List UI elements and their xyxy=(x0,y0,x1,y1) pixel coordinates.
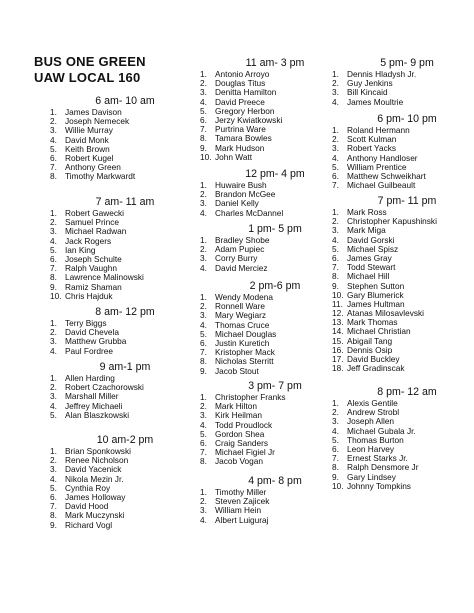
entry-number: 9. xyxy=(332,280,339,291)
shift-section xyxy=(50,95,200,182)
entry-number: 1. xyxy=(332,207,339,217)
entry-name: Thomas Cruce xyxy=(215,319,270,330)
roster-entry xyxy=(332,181,474,190)
entry-number: 2. xyxy=(50,327,57,338)
shift-header: 8 pm- 12 am xyxy=(377,386,437,398)
entry-number: 1. xyxy=(200,69,207,79)
entry-number: 10. xyxy=(200,151,212,162)
entry-number: 9. xyxy=(50,281,57,292)
entry-number: 2. xyxy=(50,116,57,127)
entry-number: 2. xyxy=(200,496,207,507)
entry-name: Joseph Schulte xyxy=(65,253,122,264)
entry-name: Mark Thomas xyxy=(347,317,398,328)
entry-name: Todd Proudlock xyxy=(215,419,273,430)
entry-name: William Prentice xyxy=(347,161,407,172)
entry-number: 2. xyxy=(332,407,339,418)
entry-name: Nicholas Sterritt xyxy=(215,356,274,367)
entry-name: Ronnell Ware xyxy=(215,301,265,312)
entry-number: 2. xyxy=(200,401,207,412)
entry-number: 4. xyxy=(50,235,57,246)
shift-section xyxy=(332,195,474,373)
shift-section xyxy=(50,306,200,356)
entry-name: Robert Czachorowski xyxy=(65,382,144,393)
entry-name: Christopher Franks xyxy=(215,392,286,402)
entry-number: 9. xyxy=(200,365,207,376)
entry-name: Andrew Strobl xyxy=(347,407,400,418)
entry-number: 5. xyxy=(200,328,207,339)
entry-name: Johnny Tompkins xyxy=(347,480,411,491)
entry-name: Atanas Milosavlevski xyxy=(347,308,425,319)
entry-name: Willie Murray xyxy=(65,125,113,136)
roster-entry xyxy=(200,264,350,273)
roster-entry xyxy=(200,209,350,218)
entry-name: Samuel Prince xyxy=(65,217,119,228)
entry-number: 6. xyxy=(200,114,207,125)
entry-name: Timothy Markwardt xyxy=(65,171,136,182)
entry-number: 5. xyxy=(50,143,57,154)
entry-name: Anthony Handloser xyxy=(347,152,418,163)
entry-number: 7. xyxy=(332,453,339,464)
entry-number: 6. xyxy=(50,253,57,264)
entry-name: Jeff Gradinscak xyxy=(347,363,405,374)
entry-name: Ian King xyxy=(65,244,96,255)
shift-header: 10 am-2 pm xyxy=(96,434,154,446)
roster-entry xyxy=(200,153,350,162)
entry-name: Bill Kincaid xyxy=(347,87,388,98)
entry-number: 7. xyxy=(200,347,207,358)
entry-name: John Watt xyxy=(215,151,253,162)
entry-number: 3. xyxy=(50,125,57,136)
entry-number: 7. xyxy=(200,124,207,135)
entry-number: 4. xyxy=(332,234,339,245)
entry-name: Chris Hajduk xyxy=(65,290,113,301)
entry-name: Brian Sponkowski xyxy=(65,446,131,456)
entry-number: 3. xyxy=(200,505,207,516)
entry-name: Guy Jenkins xyxy=(347,78,393,89)
entry-name: Matthew Grubba xyxy=(65,336,127,347)
entry-name: Timothy Miller xyxy=(215,487,267,497)
entry-name: Jeffrey Michaeli xyxy=(65,400,123,411)
entry-number: 14. xyxy=(332,326,344,337)
roster-entry xyxy=(50,347,200,356)
entry-name: Craig Sanders xyxy=(215,437,269,448)
entry-name: Joseph Allen xyxy=(347,416,395,427)
entry-number: 8. xyxy=(50,171,57,182)
entry-name: Robert Yacks xyxy=(347,143,397,154)
entry-name: Robert Kugel xyxy=(65,152,114,163)
entry-number: 17. xyxy=(332,354,344,364)
entry-name: Keith Brown xyxy=(65,143,110,154)
entry-number: 4. xyxy=(332,152,339,163)
entry-name: David Merciez xyxy=(215,262,268,273)
entry-number: 4. xyxy=(200,514,207,525)
entry-number: 1. xyxy=(50,373,57,383)
entry-number: 8. xyxy=(50,510,57,521)
entry-name: Dennis Hladysh Jr. xyxy=(347,69,417,79)
entry-number: 2. xyxy=(50,455,57,466)
entry-name: Joseph Nemecek xyxy=(65,116,130,127)
entry-name: Mark Muczynski xyxy=(65,510,125,521)
entry-name: Mark Ross xyxy=(347,207,387,217)
entry-name: Gary Blumerick xyxy=(347,289,404,300)
entry-number: 4. xyxy=(200,96,207,107)
entry-number: 7. xyxy=(50,263,57,274)
roster-entry xyxy=(332,364,474,373)
roster-entry xyxy=(50,172,200,181)
entry-number: 7. xyxy=(332,262,339,273)
entry-number: 3. xyxy=(332,416,339,427)
shift-section xyxy=(200,223,350,273)
entry-number: 5. xyxy=(332,161,339,172)
shift-section xyxy=(50,361,200,420)
entry-name: Michael Figiel Jr xyxy=(215,447,275,458)
entry-number: 8. xyxy=(332,462,339,473)
entry-name: Kristopher Mack xyxy=(215,347,275,358)
entry-number: 4. xyxy=(50,473,57,484)
entry-name: Mark Hilton xyxy=(215,401,257,412)
entry-name: Brandon McGee xyxy=(215,189,276,200)
entry-number: 7. xyxy=(50,162,57,173)
shift-header: 7 pm- 11 pm xyxy=(377,195,437,207)
entry-number: 9. xyxy=(200,142,207,153)
entry-number: 1. xyxy=(50,107,57,117)
entry-name: Terry Biggs xyxy=(65,318,107,328)
entry-name: Jacob Vogan xyxy=(215,456,263,467)
entry-name: James Gray xyxy=(347,252,392,263)
entry-number: 5. xyxy=(200,428,207,439)
entry-number: 2. xyxy=(50,217,57,228)
entry-name: Thomas Burton xyxy=(347,434,404,445)
shift-header: 1 pm- 5 pm xyxy=(248,223,302,235)
entry-name: Gary Lindsey xyxy=(347,471,396,482)
entry-number: 3. xyxy=(332,143,339,154)
entry-number: 9. xyxy=(50,519,57,530)
entry-name: David Monk xyxy=(65,134,109,145)
shift-header: 12 pm- 4 pm xyxy=(245,168,305,180)
entry-name: Marshall Miller xyxy=(65,391,119,402)
entry-name: Michael Guilbeault xyxy=(347,180,416,191)
shift-header: 9 am-1 pm xyxy=(99,361,151,373)
entry-number: 15. xyxy=(332,335,344,346)
entry-number: 1. xyxy=(200,292,207,302)
entry-number: 5. xyxy=(50,482,57,493)
entry-number: 3. xyxy=(332,87,339,98)
entry-name: David Hood xyxy=(65,501,109,512)
entry-number: 1. xyxy=(50,208,57,218)
shift-header: 6 pm- 10 pm xyxy=(377,113,437,125)
entry-number: 7. xyxy=(200,447,207,458)
entry-number: 3. xyxy=(50,336,57,347)
entry-name: Jacob Stout xyxy=(215,365,259,376)
entry-number: 4. xyxy=(200,319,207,330)
entry-number: 2. xyxy=(332,216,339,227)
entry-name: Kirk Heilman xyxy=(215,410,263,421)
entry-number: 3. xyxy=(50,464,57,475)
entry-name: Huwaire Bush xyxy=(215,180,267,190)
entry-number: 1. xyxy=(200,392,207,402)
entry-name: David Gorski xyxy=(347,234,395,245)
entry-name: Gregory Herbon xyxy=(215,105,275,116)
entry-name: Renee Nicholson xyxy=(65,455,129,466)
entry-name: Justin Kuretich xyxy=(215,337,270,348)
shift-section xyxy=(200,57,350,162)
entry-number: 3. xyxy=(50,391,57,402)
entry-name: Antonio Arroyo xyxy=(215,69,270,79)
entry-name: Douglas Titus xyxy=(215,78,266,89)
entry-name: Roland Hermann xyxy=(347,125,410,135)
entry-number: 6. xyxy=(332,252,339,263)
entry-name: Alexis Gentile xyxy=(347,398,398,408)
entry-number: 10. xyxy=(332,289,344,300)
entry-number: 7. xyxy=(50,501,57,512)
entry-name: David Buckley xyxy=(347,354,400,364)
roster-entry xyxy=(332,482,474,491)
entry-number: 6. xyxy=(332,443,339,454)
entry-name: William Hein xyxy=(215,505,262,516)
entry-name: Steven Zajicek xyxy=(215,496,270,507)
entry-number: 6. xyxy=(50,152,57,163)
entry-name: Michael Douglas xyxy=(215,328,277,339)
entry-name: Purtrina Ware xyxy=(215,124,266,135)
entry-number: 3. xyxy=(50,226,57,237)
entry-name: Corry Burry xyxy=(215,253,258,264)
shift-header: 2 pm-6 pm xyxy=(249,280,301,292)
entry-name: James Hultman xyxy=(347,298,405,309)
shift-section xyxy=(200,380,350,467)
entry-number: 3. xyxy=(200,410,207,421)
entry-number: 1. xyxy=(50,446,57,456)
entry-name: David Yacenick xyxy=(65,464,122,475)
shift-section xyxy=(332,57,474,107)
entry-name: Anthony Green xyxy=(65,162,121,173)
entry-number: 6. xyxy=(332,170,339,181)
entry-name: Richard Vogl xyxy=(65,519,113,530)
entry-name: Leon Harvey xyxy=(347,443,395,454)
entry-name: Daniel Kelly xyxy=(215,198,259,209)
entry-number: 2. xyxy=(50,382,57,393)
entry-name: Charles McDannel xyxy=(215,207,284,218)
entry-number: 2. xyxy=(200,189,207,200)
shift-header: 5 pm- 9 pm xyxy=(380,57,434,69)
entry-number: 4. xyxy=(50,400,57,411)
entry-name: Christopher Kapushinski xyxy=(347,216,437,227)
entry-number: 8. xyxy=(200,456,207,467)
entry-number: 7. xyxy=(332,180,339,191)
shift-header: 11 am- 3 pm xyxy=(245,57,305,69)
roster-entry xyxy=(50,292,200,301)
document-title-line2: UAW LOCAL 160 xyxy=(34,70,141,85)
entry-number: 8. xyxy=(332,271,339,282)
shift-section xyxy=(200,471,350,525)
entry-name: Bradley Shobe xyxy=(215,235,270,245)
entry-number: 4. xyxy=(200,419,207,430)
entry-number: 1. xyxy=(200,235,207,245)
entry-name: Adam Pupiec xyxy=(215,244,265,255)
entry-number: 5. xyxy=(332,434,339,445)
entry-number: 4. xyxy=(332,425,339,436)
entry-name: Michael Christian xyxy=(347,326,411,337)
entry-number: 8. xyxy=(200,356,207,367)
entry-number: 4. xyxy=(50,134,57,145)
roster-entry xyxy=(200,457,350,466)
entry-name: James Holloway xyxy=(65,491,126,502)
entry-name: Stephen Sutton xyxy=(347,280,405,291)
entry-name: Ralph Densmore Jr xyxy=(347,462,419,473)
entry-name: Tamara Bowles xyxy=(215,133,272,144)
entry-name: Abigail Tang xyxy=(347,335,393,346)
entry-number: 3. xyxy=(332,225,339,236)
entry-number: 5. xyxy=(332,243,339,254)
entry-name: Todd Stewart xyxy=(347,262,396,273)
entry-number: 2. xyxy=(200,78,207,89)
entry-name: Paul Fordree xyxy=(65,345,113,356)
shift-section xyxy=(50,196,200,301)
entry-name: Ernest Starks Jr. xyxy=(347,453,408,464)
shift-section xyxy=(332,386,474,491)
shift-section xyxy=(50,434,200,530)
entry-name: Allen Harding xyxy=(65,373,115,383)
entry-name: Mark Miga xyxy=(347,225,386,236)
entry-number: 3. xyxy=(200,253,207,264)
shift-header: 7 am- 11 am xyxy=(95,196,155,208)
entry-name: Jack Rogers xyxy=(65,235,112,246)
shift-header: 8 am- 12 pm xyxy=(95,306,155,318)
entry-number: 6. xyxy=(200,337,207,348)
entry-number: 10. xyxy=(50,290,62,301)
entry-name: Albert Luiguraj xyxy=(215,514,269,525)
document-title-line1: BUS ONE GREEN xyxy=(34,54,146,69)
shift-header: 3 pm- 7 pm xyxy=(248,380,302,392)
entry-name: Matthew Schweikhart xyxy=(347,170,426,181)
entry-name: Nikola Mezin Jr. xyxy=(65,473,124,484)
entry-number: 5. xyxy=(200,105,207,116)
entry-name: Mary Wegiarz xyxy=(215,310,267,321)
entry-number: 4. xyxy=(332,96,339,107)
entry-number: 2. xyxy=(332,78,339,89)
entry-name: Denitta Hamilton xyxy=(215,87,277,98)
entry-number: 2. xyxy=(200,301,207,312)
entry-name: Jerzy Kwiatkowski xyxy=(215,114,283,125)
entry-number: 12. xyxy=(332,308,344,319)
entry-name: Michael Gubala Jr. xyxy=(347,425,416,436)
entry-name: Michael Hill xyxy=(347,271,390,282)
entry-number: 1. xyxy=(200,487,207,497)
entry-number: 13. xyxy=(332,317,344,328)
entry-number: 3. xyxy=(200,310,207,321)
roster-entry xyxy=(200,516,350,525)
entry-number: 4. xyxy=(200,207,207,218)
entry-name: Robert Gawecki xyxy=(65,208,125,218)
entry-number: 1. xyxy=(332,69,339,79)
shift-section xyxy=(200,280,350,376)
entry-number: 10. xyxy=(332,480,344,491)
entry-number: 9. xyxy=(332,471,339,482)
entry-number: 8. xyxy=(200,133,207,144)
entry-number: 2. xyxy=(200,244,207,255)
entry-name: Mark Hudson xyxy=(215,142,265,153)
entry-name: David Preece xyxy=(215,96,265,107)
shift-section xyxy=(200,168,350,218)
entry-number: 1. xyxy=(50,318,57,328)
entry-name: James Moultrie xyxy=(347,96,404,107)
roster-entry xyxy=(200,367,350,376)
entry-number: 1. xyxy=(332,398,339,408)
entry-number: 1. xyxy=(200,180,207,190)
shift-header: 6 am- 10 am xyxy=(95,95,155,107)
entry-number: 2. xyxy=(332,134,339,145)
entry-name: Scott Kulman xyxy=(347,134,397,145)
entry-number: 11. xyxy=(332,298,343,309)
shift-section xyxy=(332,113,474,190)
entry-name: Alan Blaszkowski xyxy=(65,409,130,420)
entry-number: 3. xyxy=(200,87,207,98)
entry-number: 5. xyxy=(50,244,57,255)
shift-header: 4 pm- 8 pm xyxy=(248,475,302,487)
entry-name: Ramiz Shaman xyxy=(65,281,122,292)
entry-name: Lawrence Malinowski xyxy=(65,272,144,283)
entry-number: 16. xyxy=(332,344,344,355)
entry-number: 1. xyxy=(332,125,339,135)
entry-number: 18. xyxy=(332,363,344,374)
entry-name: David Chevela xyxy=(65,327,119,338)
entry-number: 6. xyxy=(50,491,57,502)
entry-name: Michael Radwan xyxy=(65,226,127,237)
entry-number: 4. xyxy=(50,345,57,356)
roster-entry xyxy=(50,521,200,530)
entry-name: Dennis Osip xyxy=(347,344,393,355)
entry-name: Ralph Vaughn xyxy=(65,263,117,274)
entry-number: 4. xyxy=(200,262,207,273)
entry-number: 5. xyxy=(50,409,57,420)
entry-number: 3. xyxy=(200,198,207,209)
entry-name: Michael Spisz xyxy=(347,243,399,254)
entry-name: Wendy Modena xyxy=(215,292,273,302)
entry-name: James Davison xyxy=(65,107,122,117)
entry-number: 8. xyxy=(50,272,57,283)
entry-name: Gordon Shea xyxy=(215,428,265,439)
entry-name: Cynthia Roy xyxy=(65,482,111,493)
roster-entry xyxy=(50,411,200,420)
roster-entry xyxy=(332,98,474,107)
entry-number: 6. xyxy=(200,437,207,448)
